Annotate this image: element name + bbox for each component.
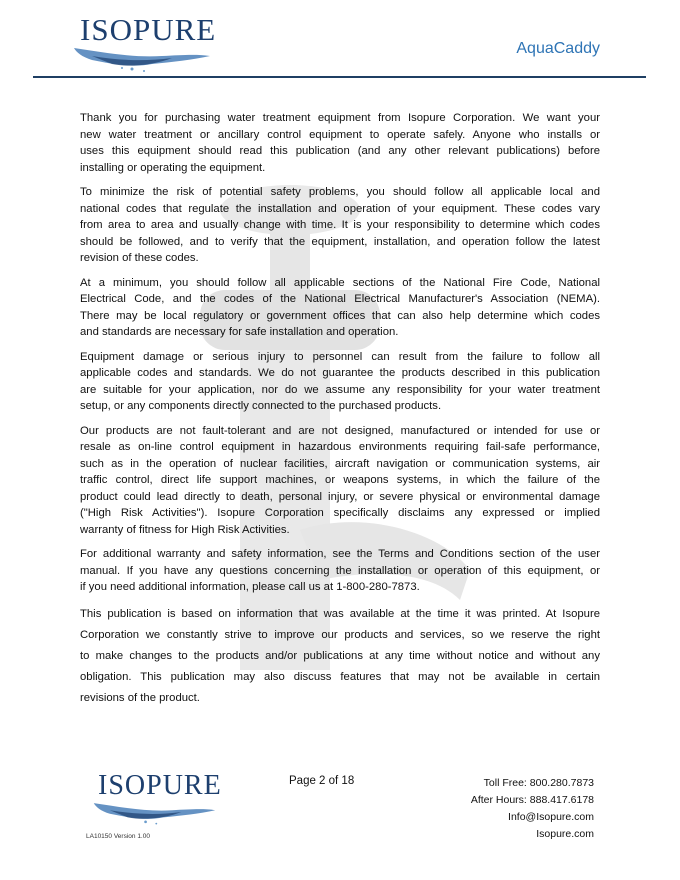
- paragraph-line: ("High Risk Activities"). Isopure Corporation specifically disclaims any expressed or implied: [80, 507, 600, 519]
- after-hours-number: After Hours: 888.417.6178: [470, 794, 594, 806]
- paragraph-line: traffic control, direct life support machines, or weapons systems, in which the failure of the: [80, 474, 600, 486]
- footer-isopure-logo: [92, 770, 222, 828]
- paragraph: [80, 184, 600, 267]
- paragraph-line: Equipment damage or serious injury to personnel can result from the failure to follow all: [80, 350, 600, 363]
- document-body: [80, 110, 600, 717]
- paragraph-line: revisions of the product.: [80, 691, 200, 704]
- paragraph-line: Our products are not fault-tolerant and are not designed, manufactured or intended for use or: [80, 424, 600, 437]
- paragraph-line: At a minimum, you should follow all applicable sections of the National Fire Code, National: [80, 276, 600, 289]
- paragraph: [80, 604, 600, 709]
- paragraph-line: There may be local regulatory or government offices that can also help determine which codes: [80, 309, 600, 322]
- paragraph-line: uses this equipment should read this publication (and any other relevant publications) before: [80, 145, 600, 157]
- paragraph-line: Thank you for purchasing water treatment equipment from Isopure Corporation. We want your: [80, 112, 600, 124]
- paragraph-line: should be followed, and to verify that the equipment, installation, and operation follow the latest: [80, 235, 600, 248]
- paragraph-line: product could lead directly to death, personal injury, or severe physical or environmental damage: [80, 490, 600, 503]
- paragraph-line: installing or operating the equipment.: [80, 161, 266, 174]
- paragraph: [80, 546, 600, 596]
- paragraph: [80, 110, 600, 176]
- paragraph-line: obligation. This publication may also discuss features that may not be available in certain: [80, 670, 600, 683]
- product-name: AquaCaddy: [516, 40, 600, 57]
- paragraph-line: such as in the operation of nuclear facilities, aircraft navigation or communication systems, air: [80, 457, 600, 470]
- paragraph-line: from area to area and usually change with time. It is your responsibility to determine which codes: [80, 219, 600, 231]
- paragraph-line: To minimize the risk of potential safety problems, you should follow all applicable local and: [80, 186, 600, 198]
- paragraph-line: to make changes to the products and/or publications at any time without notice and without any: [80, 649, 600, 662]
- website: Isopure.com: [536, 828, 594, 840]
- logo-wordmark: ISOPURE: [80, 12, 217, 47]
- paragraph-line: warranty of fitness for High Risk Activities.: [80, 523, 290, 536]
- paragraph-line: resale as on-line control equipment in hazardous environments requiring fail-safe performance,: [80, 441, 600, 453]
- paragraph-line: setup, or any components directly connected to the purchased products.: [80, 400, 442, 412]
- paragraph: [80, 423, 600, 539]
- header-divider: [33, 76, 646, 78]
- paragraph-line: This publication is based on information that was available at the time it was printed. At Isopure: [80, 607, 600, 620]
- paragraph-line: Electrical Code, and the codes of the National Electrical Manufacturer's Association (NEMA).: [80, 293, 600, 305]
- contact-info: [471, 775, 594, 843]
- email-address: Info@Isopure.com: [508, 811, 594, 823]
- isopure-logo: [72, 12, 217, 74]
- paragraph-line: are suitable for your application, nor do we assume any responsibility for your water treatment: [80, 383, 600, 396]
- toll-free-number: Toll Free: 800.280.7873: [483, 777, 594, 789]
- document-version: LA10150 Version 1.00: [86, 833, 150, 840]
- paragraph-line: and standards are necessary for safe installation and operation.: [80, 326, 399, 338]
- paragraph-line: revision of these codes.: [80, 252, 199, 264]
- water-splash-icon: [72, 42, 212, 74]
- paragraph: [80, 349, 600, 415]
- paragraph-line: new water treatment or ancillary control equipment to operate safely. Anyone who installs or: [80, 128, 600, 141]
- paragraph-line: if you need additional information, please call us at 1-800-280-7873.: [80, 581, 420, 593]
- paragraph: [80, 275, 600, 341]
- page-number: Page 2 of 18: [289, 775, 355, 787]
- paragraph-line: applicable codes and standards. We do not guarantee the products described in this publication: [80, 367, 600, 379]
- paragraph-line: For additional warranty and safety information, see the Terms and Conditions section of the user: [80, 548, 600, 560]
- paragraph-line: national codes that regulate the installation and operation of your equipment. These codes vary: [80, 202, 600, 215]
- paragraph-line: Corporation we constantly strive to improve our products and services, so we reserve the right: [80, 628, 600, 641]
- paragraph-line: manual. If you have any questions concerning the installation or operation of this equipment, or: [80, 564, 600, 577]
- footer-water-splash-icon: [92, 797, 217, 827]
- footer-logo-wordmark: ISOPURE: [98, 770, 222, 801]
